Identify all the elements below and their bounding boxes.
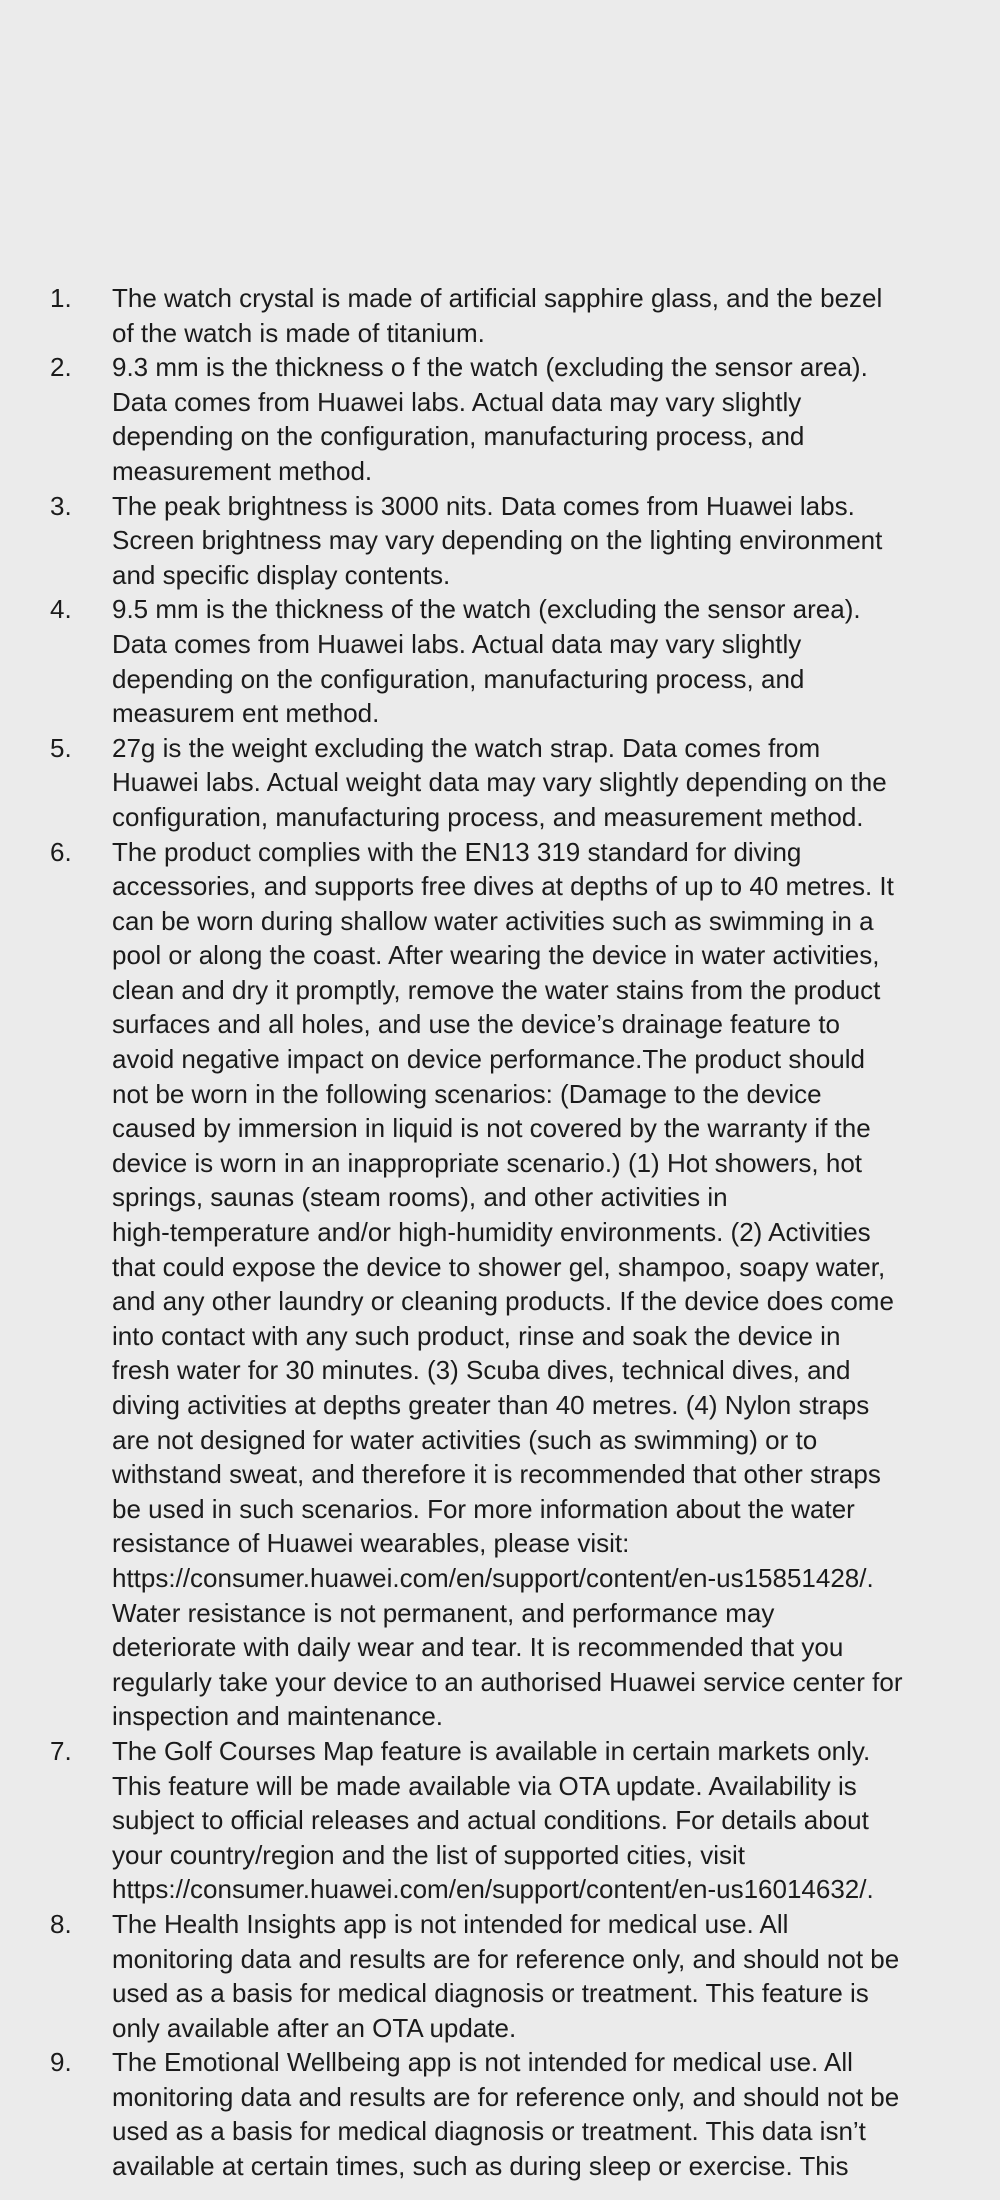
footnote-number: 6. [50, 836, 72, 867]
footnote-number: 3. [50, 490, 72, 521]
footnote-text: The watch crystal is made of artificial sapphire glass, and the bezel of the watch is made of titanium. [112, 283, 883, 348]
footnote-item [50, 1907, 962, 2045]
footnote-text: The product complies with the EN13 319 standard for diving accessories, and supports free dives at depths of up to 40 metres. It can be worn during shallow water activities such as swimming in a pool or along the coast. After wearing the device in water activities, clean and dry it promptly, remove the water stains from the product surfaces and all holes, and use the device’s drainage feature to avoid negative impact on device performance.The product should not be worn in the following scenarios: (Damage to the device caused by immersion in liquid is not covered by the warranty if the device is worn in an inappropriate scenario.) (1) Hot showers, hot springs, saunas (steam rooms), and other activities in high-temperature and/or high-humidity environments. (2) Activities that could expose the device to shower gel, shampoo, soapy water, and any other laundry or cleaning products. If the device does come into contact with any such product, rinse and soak the device in fresh water for 30 minutes. (3) Scuba dives, technical dives, and diving activities at depths greater than 40 metres. (4) Nylon straps are not designed for water activities (such as swimming) or to withstand sweat, and therefore it is recommended that other straps be used in such scenarios. For more information about the water resistance of Huawei wearables, please visit: https://consumer.huawei.com/en/support/content/en-us15851428/. Water resistance is not permanent, and performance may deteriorate with daily wear and tear. It is recommended that you regularly take your device to an authorised Huawei service center for inspection and maintenance. [112, 836, 903, 1732]
footnote-item [50, 350, 962, 488]
footnote-number: 8. [50, 1908, 72, 1939]
footnote-item [50, 592, 962, 730]
footnote-item [50, 731, 962, 835]
footnote-number: 4. [50, 594, 72, 625]
footnote-text: The peak brightness is 3000 nits. Data comes from Huawei labs. Screen brightness may vary depending on the lighting environment and specific display contents. [112, 490, 883, 590]
footnote-item [50, 281, 962, 350]
footnote-text: The Golf Courses Map feature is available in certain markets only. This feature will be made available via OTA update. Availability is subject to official releases and actual conditions. For details about your country/region and the list of supported cities, visit https://consumer.huawei.com/en/support/content/en-us16014632/. [112, 1735, 874, 1905]
footnote-item [50, 2045, 962, 2183]
footnote-text: 27g is the weight excluding the watch strap. Data comes from Huawei labs. Actual weight data may vary slightly depending on the configuration, manufacturing process, and measurement method. [112, 732, 887, 832]
footnote-item [50, 835, 962, 1734]
footnote-number: 9. [50, 2047, 72, 2078]
footnote-text: The Health Insights app is not intended for medical use. All monitoring data and results are for reference only, and should not be used as a basis for medical diagnosis or treatment. This feature is only available after an OTA update. [112, 1908, 900, 2043]
footnote-number: 7. [50, 1735, 72, 1766]
footnote-item [50, 1734, 962, 1907]
footnote-number: 2. [50, 352, 72, 383]
footnote-number: 1. [50, 283, 72, 313]
footnote-item [50, 489, 962, 593]
footnote-number: 5. [50, 732, 72, 763]
footnote-text: The Emotional Wellbeing app is not intended for medical use. All monitoring data and results are for reference only, and should not be used as a basis for medical diagnosis or treatment. This data isn’t available at certain times, such as during sleep or exercise. This [112, 2047, 900, 2182]
footnote-list [0, 281, 962, 2184]
footnote-text: 9.5 mm is the thickness of the watch (excluding the sensor area). Data comes from Huawei labs. Actual data may vary slightly depending on the configuration, manufacturing process, and measurem ent method. [112, 594, 861, 729]
footnote-text: 9.3 mm is the thickness o f the watch (excluding the sensor area). Data comes from Huawei labs. Actual data may vary slightly depending on the configuration, manufacturing process, and measurement method. [112, 352, 868, 486]
